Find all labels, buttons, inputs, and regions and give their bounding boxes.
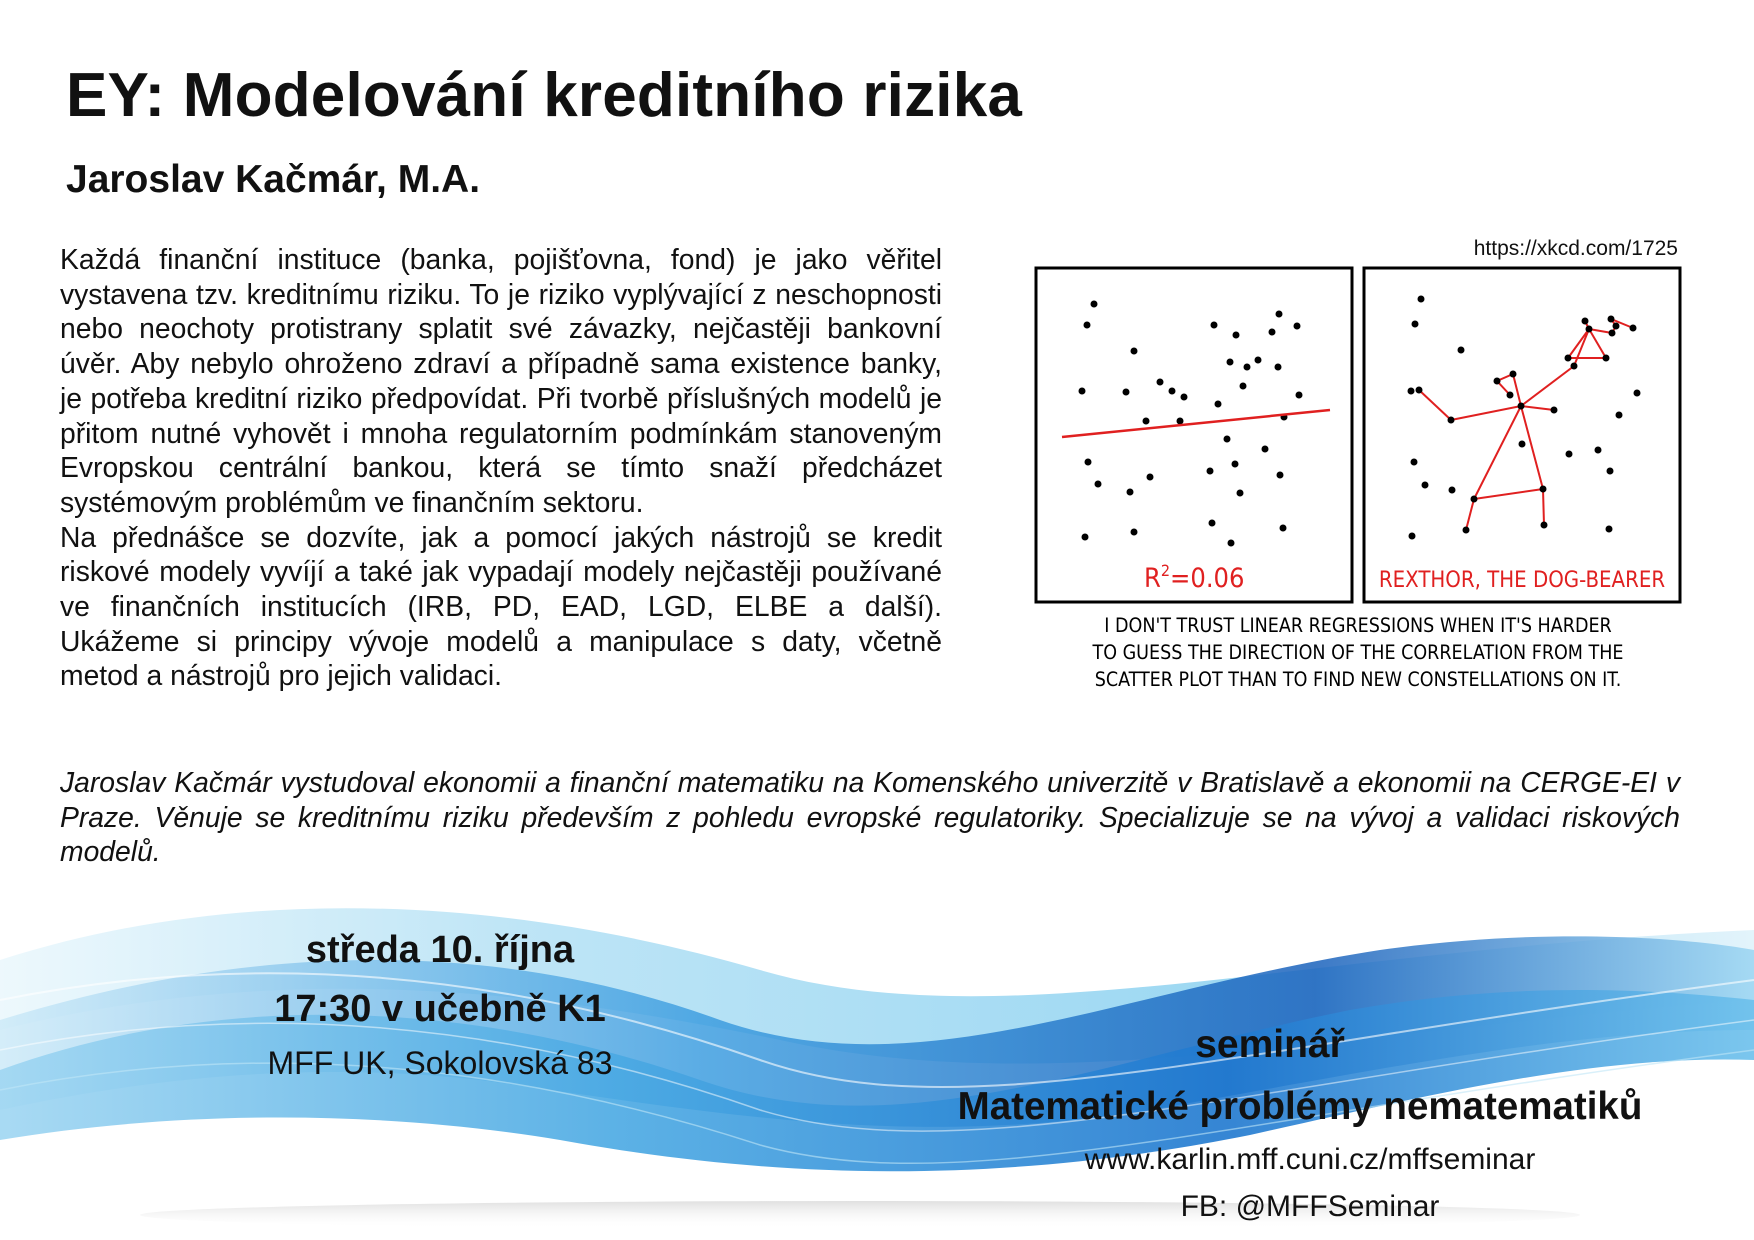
seminar-facebook[interactable]: FB: @MFFSeminar — [1180, 1190, 1440, 1223]
speaker-name: Jaroslav Kačmár, M.A. — [66, 158, 481, 201]
comic-caption-line: I DON'T TRUST LINEAR REGRESSIONS WHEN IT'S HARDER — [1104, 614, 1612, 637]
r-squared-label: $R^2=0.06$ — [1144, 561, 1245, 594]
constellation-label: REXTHOR, THE DOG-BEARER — [1378, 568, 1666, 593]
speaker-bio: Jaroslav Kačmár vystudoval ekonomii a finanční matematiku na Komenského univerzitě v Bratislavě a ekonomii na CERGE-EI v Praze. Věnuje se kreditnímu riziku především z pohledu evropské regulatoriky. Specializuje se na vývoj a validaci riskových modelů. — [60, 766, 1680, 868]
comic-source-url: https://xkcd.com/1725 — [1473, 237, 1678, 260]
abstract-paragraph: Na přednášce se dozvíte, jak a pomocí jakých nástrojů se kredit riskové modely vyvíjí a také jak vypadají modely nejčastěji používané ve finančních institucích (IRB, PD, EAD, LGD, ELBE a další). Ukážeme si principy vývoje modelů a manipulace s daty, včetně metod a nástrojů pro jejich validaci. — [60, 520, 942, 692]
talk-abstract — [60, 242, 942, 693]
abstract-paragraph: Každá finanční instituce (banka, pojišťovna, fond) je jako věřitel vystavena tzv. kreditnímu riziku. To je riziko vyplývající z neschopnosti nebo neochoty protistrany splatit své závazky, nejčastěji bankovní úvěr. Aby nebylo ohroženo zdraví a případně sama existence banky, je potřeba kreditní riziko předpovídat. Při tvorbě příslušných modelů je přitom nutné vyhovět i mnoha regulatorním podmínkám stanoveným Evropskou centrální bankou, která se tímto snaží předcházet systémovým problémům ve finančním sektoru. — [60, 243, 942, 518]
event-date: středa 10. října — [305, 929, 575, 971]
seminar-label: seminář — [1195, 1023, 1345, 1066]
xkcd-comic — [1034, 264, 1682, 700]
seminar-name: Matematické problémy nematematiků — [957, 1085, 1643, 1128]
event-time-room: 17:30 v učebně K1 — [274, 988, 606, 1030]
comic-caption-line: SCATTER PLOT THAN TO FIND NEW CONSTELLATIONS ON IT. — [1094, 668, 1622, 691]
event-address: MFF UK, Sokolovská 83 — [267, 1045, 613, 1081]
seminar-website[interactable]: www.karlin.mff.cuni.cz/mffseminar — [1084, 1143, 1536, 1176]
poster-title: EY: Modelování kreditního rizika — [66, 61, 1023, 130]
comic-caption-line: TO GUESS THE DIRECTION OF THE CORRELATION FROM THE — [1092, 641, 1624, 664]
comic-panel-constellation — [1364, 268, 1680, 602]
